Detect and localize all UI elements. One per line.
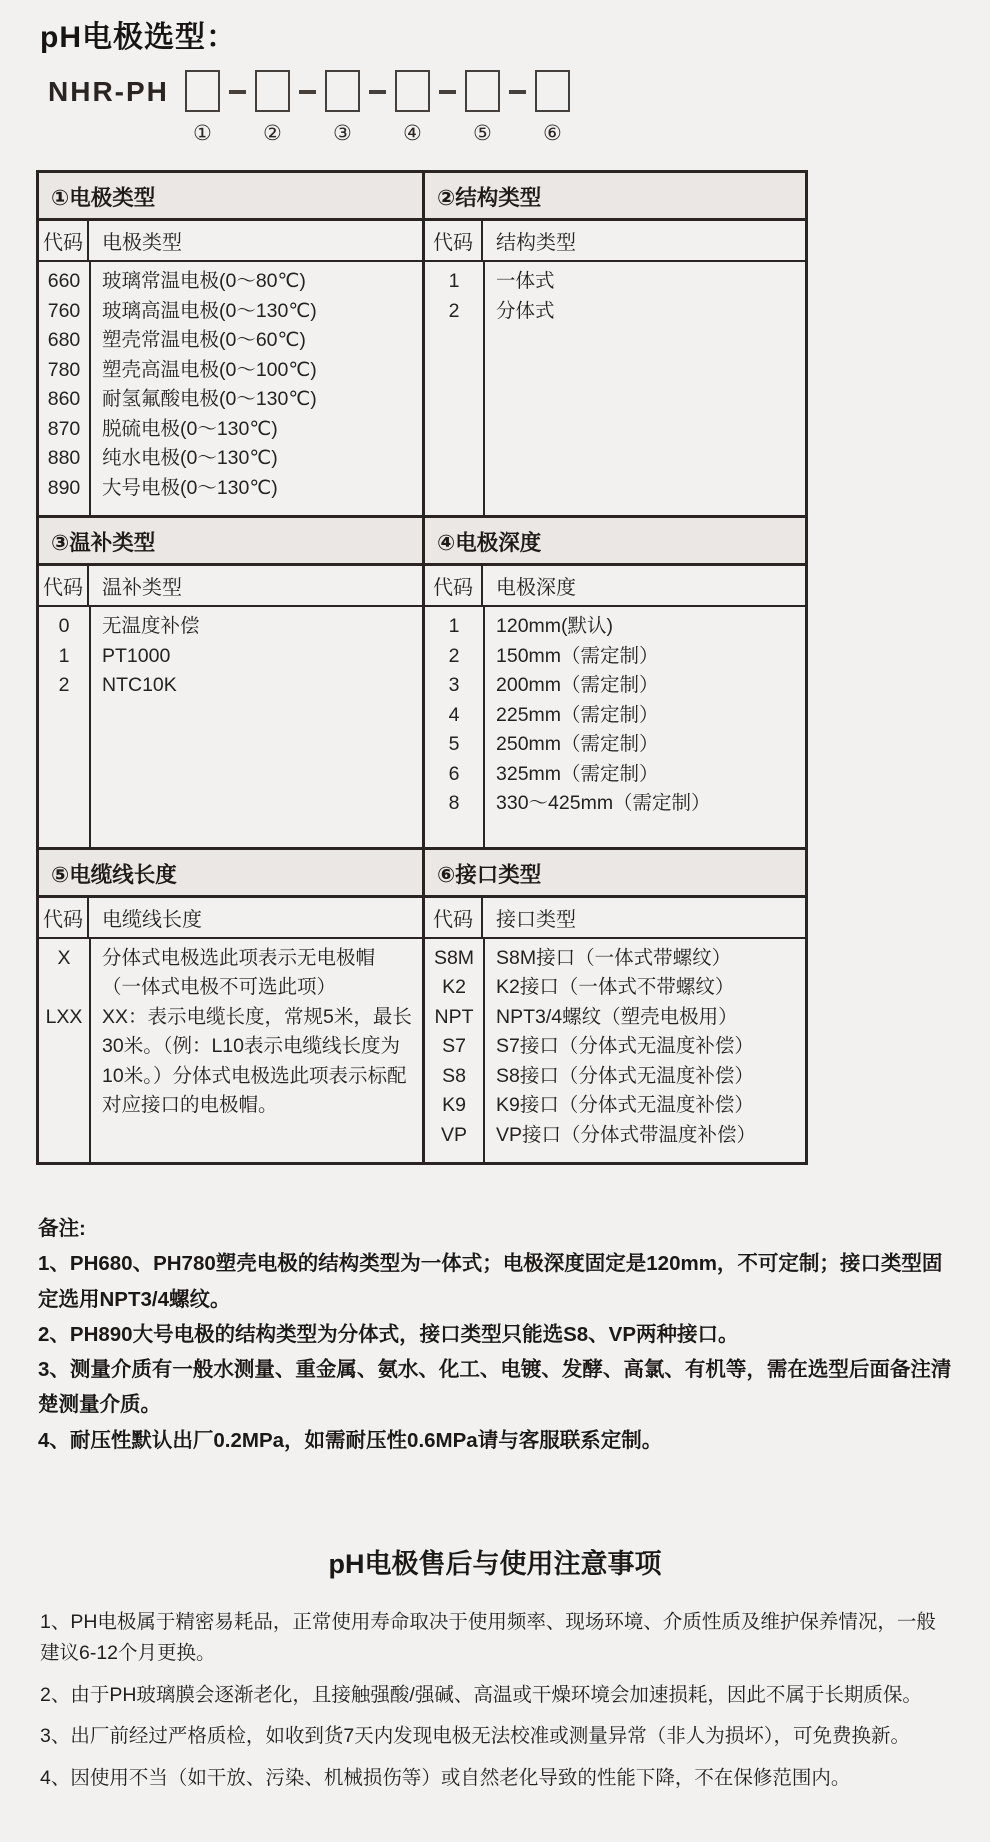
remark-item: 2、PH890大号电极的结构类型为分体式，接口类型只能选S8、VP两种接口。 xyxy=(38,1322,739,1346)
remarks-section xyxy=(38,1211,952,1458)
column-header-code: 代码 xyxy=(39,566,89,605)
table-row xyxy=(425,267,805,297)
label-cell: 无温度补偿 xyxy=(102,615,200,637)
table-row xyxy=(39,944,422,1003)
code-cell: 760 xyxy=(47,299,81,322)
section-2 xyxy=(39,515,805,847)
column-header-label: 电极类型 xyxy=(102,232,182,254)
dash-separator xyxy=(229,90,246,94)
section-header-cable-length: ⑤电缆线长度 xyxy=(39,850,422,898)
remark-item: 1、PH680、PH780塑壳电极的结构类型为一体式；电极深度固定是120mm，不可定制；接口类型固定选用NPT3/4螺纹。 xyxy=(38,1252,943,1311)
table-row xyxy=(425,701,805,731)
code-cell: 860 xyxy=(47,388,81,410)
remarks-heading: 备注: xyxy=(38,1217,86,1240)
table-row xyxy=(39,474,422,504)
label-cell: 150mm（需定制） xyxy=(496,644,659,667)
table-body xyxy=(425,262,805,515)
table-row xyxy=(425,1062,805,1092)
code-box-5 xyxy=(465,70,500,112)
model-segment-5 xyxy=(465,70,500,146)
code-cell: 3 xyxy=(448,674,460,696)
code-box-3 xyxy=(325,70,360,112)
table-row xyxy=(425,760,805,790)
label-cell: S8M接口（一体式带螺纹） xyxy=(496,946,732,969)
structure-type-table xyxy=(422,173,805,515)
position-number-4: ④ xyxy=(402,122,422,145)
column-header-code: 代码 xyxy=(425,221,483,260)
table-row xyxy=(425,1091,805,1121)
code-cell: 4 xyxy=(448,703,460,726)
table-row xyxy=(39,326,422,356)
table-row xyxy=(425,789,805,819)
table-row xyxy=(425,1003,805,1033)
label-cell: 脱硫电极(0～130℃) xyxy=(102,417,278,440)
label-cell: K2接口（一体式不带螺纹） xyxy=(496,976,735,998)
aftersales-section xyxy=(40,1607,952,1795)
label-cell: 330～425mm（需定制） xyxy=(496,792,711,814)
table-row xyxy=(39,356,422,386)
column-header-code: 代码 xyxy=(425,566,483,605)
column-header-row xyxy=(39,221,422,262)
label-cell: 玻璃常温电极(0～80℃) xyxy=(102,270,306,292)
model-segment-1 xyxy=(185,70,220,146)
table-row xyxy=(39,642,422,672)
column-header-label: 电极深度 xyxy=(496,577,576,599)
section-header-temp-compensation: ③温补类型 xyxy=(39,518,422,566)
table-row xyxy=(425,730,805,760)
model-code-row xyxy=(48,70,990,146)
table-row xyxy=(39,385,422,415)
label-cell: 分体式电极选此项表示无电极帽（一体式电极不可选此项） xyxy=(102,946,376,998)
code-box-6 xyxy=(535,70,570,112)
section-header-structure-type: ②结构类型 xyxy=(425,173,805,221)
selection-table xyxy=(36,170,808,1165)
table-row xyxy=(425,1121,805,1151)
code-cell: K2 xyxy=(442,976,466,998)
label-cell: 一体式 xyxy=(496,270,555,292)
dash-separator xyxy=(299,90,316,94)
position-number-5: ⑤ xyxy=(472,122,492,145)
code-box-2 xyxy=(255,70,290,112)
table-row xyxy=(425,297,805,327)
aftersales-title: pH电极售后与使用注意事项 xyxy=(328,1548,662,1579)
label-cell: 玻璃高温电极(0～130℃) xyxy=(102,299,317,322)
table-row xyxy=(39,267,422,297)
label-cell: 塑壳常温电极(0～60℃) xyxy=(102,329,306,351)
section-3 xyxy=(39,847,805,1163)
code-cell: 890 xyxy=(47,476,81,499)
table-row xyxy=(39,671,422,701)
label-cell: 250mm（需定制） xyxy=(496,733,659,755)
code-cell: 870 xyxy=(47,417,81,440)
column-header-code: 代码 xyxy=(425,898,483,937)
table-row xyxy=(39,444,422,474)
position-number-1: ① xyxy=(192,122,212,145)
label-cell: 225mm（需定制） xyxy=(496,703,659,726)
code-cell: 0 xyxy=(58,615,70,637)
code-cell: X xyxy=(57,946,71,969)
table-row xyxy=(425,671,805,701)
electrode-type-table xyxy=(39,173,422,515)
column-header-code: 代码 xyxy=(39,221,89,260)
label-cell: 塑壳高温电极(0～100℃) xyxy=(102,358,317,381)
section-header-interface-type: ⑥接口类型 xyxy=(425,850,805,898)
code-cell: S8 xyxy=(442,1064,466,1087)
table-row xyxy=(425,944,805,974)
code-box-4 xyxy=(395,70,430,112)
code-cell: 680 xyxy=(47,329,81,351)
table-row xyxy=(39,1003,422,1121)
label-cell: 200mm（需定制） xyxy=(496,674,659,696)
model-segment-3 xyxy=(325,70,360,146)
position-number-6: ⑥ xyxy=(542,122,562,145)
code-cell: NPT xyxy=(434,1005,474,1028)
column-header-row xyxy=(39,898,422,939)
label-cell: XX：表示电缆长度，常规5米，最长30米。（例：L10表示电缆线长度为10米。）分体式电极选此项表示标配对应接口的电极帽。 xyxy=(102,1005,412,1116)
table-row xyxy=(39,612,422,642)
code-cell: 6 xyxy=(448,762,460,785)
table-body xyxy=(425,939,805,1163)
table-row xyxy=(425,642,805,672)
column-header-code: 代码 xyxy=(39,898,89,937)
code-cell: 2 xyxy=(448,299,460,322)
label-cell: 120mm(默认) xyxy=(496,615,614,637)
table-body xyxy=(39,939,422,1163)
section-1 xyxy=(39,173,805,515)
code-cell: 880 xyxy=(47,447,81,469)
code-cell: 2 xyxy=(448,644,460,667)
aftersales-item: 4、因使用不当（如干放、污染、机械损伤等）或自然老化导致的性能下降，不在保修范围内。 xyxy=(40,1767,851,1790)
aftersales-item: 3、出厂前经过严格质检，如收到货7天内发现电极无法校准或测量异常（非人为损坏），可免费换新。 xyxy=(40,1725,910,1748)
code-cell: VP xyxy=(440,1123,467,1146)
label-cell: S8接口（分体式无温度补偿） xyxy=(496,1064,754,1087)
column-header-label: 结构类型 xyxy=(496,232,576,254)
column-header-label: 电缆线长度 xyxy=(102,908,202,931)
table-body xyxy=(425,607,805,847)
dash-separator xyxy=(439,90,456,94)
code-cell: S8M xyxy=(433,946,475,969)
code-cell: 1 xyxy=(58,644,70,667)
code-cell: S7 xyxy=(442,1035,466,1057)
table-row xyxy=(39,297,422,327)
table-row xyxy=(425,612,805,642)
column-header-row xyxy=(425,898,805,939)
electrode-depth-table xyxy=(422,518,805,847)
label-cell: 大号电极(0～130℃) xyxy=(102,476,278,499)
page-title: pH电极选型： xyxy=(40,21,237,54)
table-row xyxy=(39,415,422,445)
column-header-label: 接口类型 xyxy=(496,908,576,931)
cable-length-table xyxy=(39,850,422,1163)
table-body xyxy=(39,607,422,847)
aftersales-item: 1、PH电极属于精密易耗品，正常使用寿命取决于使用频率、现场环境、介质性质及维护保养情况，一般建议6-12个月更换。 xyxy=(40,1610,936,1665)
code-cell: 780 xyxy=(47,358,81,381)
position-number-2: ② xyxy=(262,122,282,145)
table-body xyxy=(39,262,422,515)
column-header-label: 温补类型 xyxy=(102,577,182,599)
dash-separator xyxy=(369,90,386,94)
code-box-1 xyxy=(185,70,220,112)
label-cell: PT1000 xyxy=(102,644,171,667)
label-cell: 纯水电极(0～130℃) xyxy=(102,447,278,469)
model-segment-4 xyxy=(395,70,430,146)
label-cell: 分体式 xyxy=(496,299,555,322)
code-cell: 660 xyxy=(47,270,81,292)
remark-item: 3、测量介质有一般水测量、重金属、氨水、化工、电镀、发酵、高氯、有机等，需在选型后面备注清楚测量介质。 xyxy=(38,1358,952,1417)
code-cell: 1 xyxy=(448,615,460,637)
code-cell: 8 xyxy=(448,792,460,814)
label-cell: K9接口（分体式无温度补偿） xyxy=(496,1094,754,1116)
code-cell: K9 xyxy=(442,1094,466,1116)
section-header-electrode-depth: ④电极深度 xyxy=(425,518,805,566)
label-cell: VP接口（分体式带温度补偿） xyxy=(496,1123,757,1146)
temp-compensation-table xyxy=(39,518,422,847)
column-header-row xyxy=(425,566,805,607)
remark-item: 4、耐压性默认出厂0.2MPa，如需耐压性0.6MPa请与客服联系定制。 xyxy=(38,1428,663,1452)
label-cell: NTC10K xyxy=(102,674,177,696)
table-row xyxy=(425,973,805,1003)
label-cell: 325mm（需定制） xyxy=(496,762,659,785)
label-cell: S7接口（分体式无温度补偿） xyxy=(496,1035,754,1057)
label-cell: 耐氢氟酸电极(0～130℃) xyxy=(102,388,317,410)
model-prefix: NHR-PH xyxy=(48,76,169,107)
section-header-electrode-type: ①电极类型 xyxy=(39,173,422,221)
model-segment-6 xyxy=(535,70,570,146)
code-cell: LXX xyxy=(45,1005,83,1028)
column-header-row xyxy=(425,221,805,262)
aftersales-item: 2、由于PH玻璃膜会逐渐老化，且接触强酸/强碱、高温或干燥环境会加速损耗，因此不属于长期质保。 xyxy=(40,1683,922,1706)
model-segment-2 xyxy=(255,70,290,146)
code-cell: 1 xyxy=(448,270,460,292)
dash-separator xyxy=(509,90,526,94)
position-number-3: ③ xyxy=(332,122,352,145)
code-cell: 5 xyxy=(448,733,460,755)
column-header-row xyxy=(39,566,422,607)
table-row xyxy=(425,1032,805,1062)
code-cell: 2 xyxy=(58,674,70,696)
interface-type-table xyxy=(422,850,805,1163)
label-cell: NPT3/4螺纹（塑壳电极用） xyxy=(496,1005,738,1028)
